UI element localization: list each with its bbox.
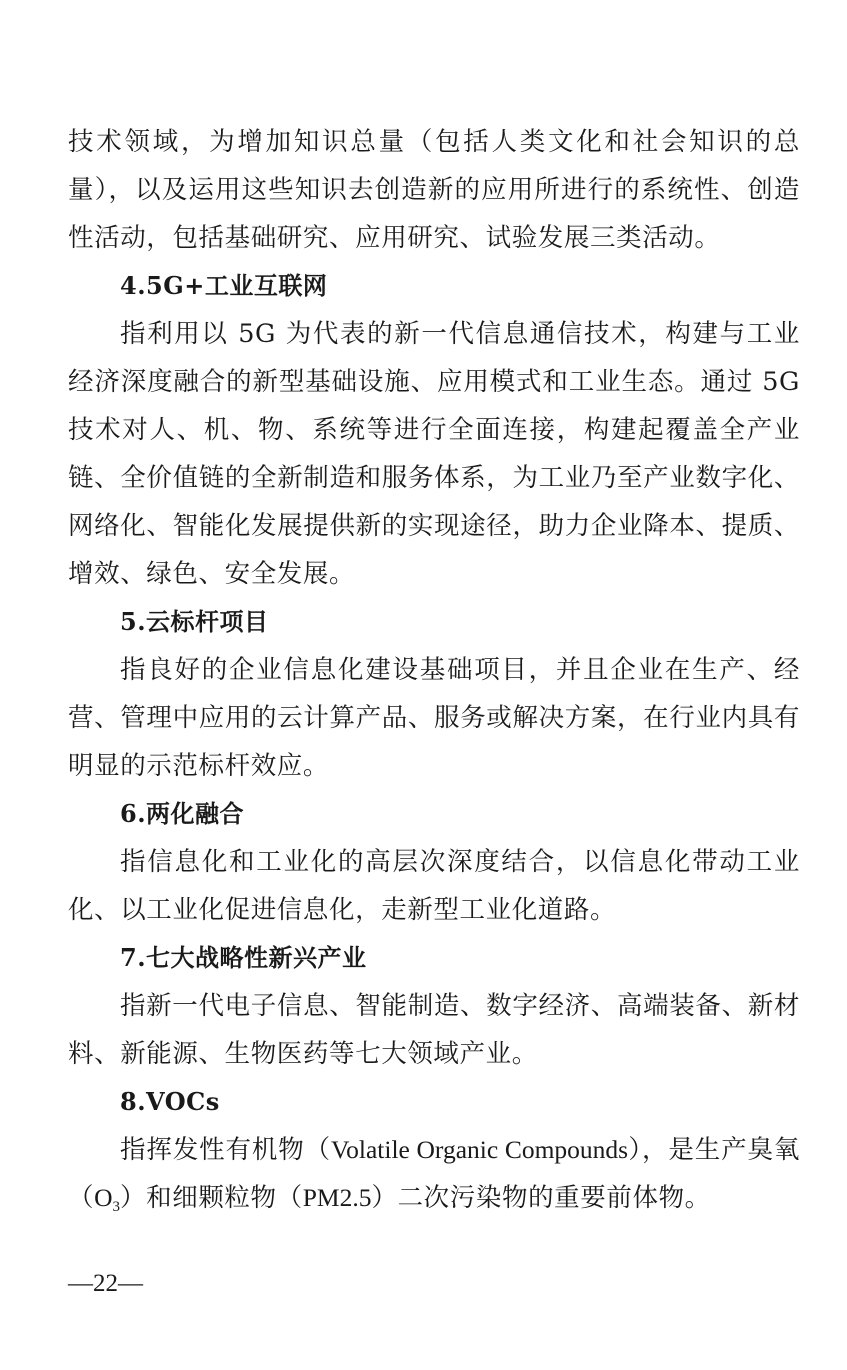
- vocs-text-part3: ）和细颗粒物（: [120, 1183, 303, 1213]
- ozone-subscript: 3: [112, 1199, 121, 1215]
- page-number: —22—: [68, 1270, 143, 1297]
- section-heading-cloud-benchmark: 5.云标杆项目: [120, 607, 269, 636]
- section-heading-vocs: 8.VOCs: [120, 1087, 220, 1116]
- vocs-text-part4: ）二次污染物的重要前体物。: [371, 1183, 711, 1213]
- ozone-formula: [94, 1183, 121, 1215]
- section-heading-5g-industrial-internet: 4.5G+工业互联网: [120, 271, 328, 300]
- ozone-base: O: [94, 1183, 113, 1212]
- section-body-vocs: [68, 1126, 800, 1231]
- section-body-strategic-industries: 指新一代电子信息、智能制造、数字经济、高端装备、新材料、新能源、生物医药等七大领域产业。: [68, 991, 800, 1069]
- section-heading-strategic-industries: 7.七大战略性新兴产业: [120, 943, 367, 972]
- intro-paragraph: 技术领域，为增加知识总量（包括人类文化和社会知识的总量），以及运用这些知识去创造新的应用所进行的系统性、创造性活动，包括基础研究、应用研究、试验发展三类活动。: [68, 127, 800, 253]
- section-body-cloud-benchmark: 指良好的企业信息化建设基础项目，并且企业在生产、经营、管理中应用的云计算产品、服务或解决方案，在行业内具有明显的示范标杆效应。: [68, 655, 800, 781]
- vocs-latin-name: Volatile Organic Compounds: [331, 1135, 629, 1164]
- section-body-5g-industrial-internet: 指利用以 5G 为代表的新一代信息通信技术，构建与工业经济深度融合的新型基础设施、应用模式和工业生态。通过 5G 技术对人、机、物、系统等进行全面连接，构建起覆盖全产业链、全价值链的全新制造和服务体系，为工业乃至产业数字化、网络化、智能化发展提供新的实现途径，助力企业降本、提质、增效、绿色、安全发展。: [68, 319, 800, 589]
- vocs-text-part2: ），是生产臭氧（: [68, 1135, 800, 1213]
- section-heading-two-integration: 6.两化融合: [120, 799, 245, 828]
- document-page: [68, 118, 800, 1231]
- vocs-text-part1: 指挥发性有机物（: [120, 1135, 332, 1165]
- section-body-two-integration: 指信息化和工业化的高层次深度结合，以信息化带动工业化、以工业化促进信息化，走新型工业化道路。: [68, 847, 800, 925]
- pm25-label: PM2.5: [302, 1183, 372, 1212]
